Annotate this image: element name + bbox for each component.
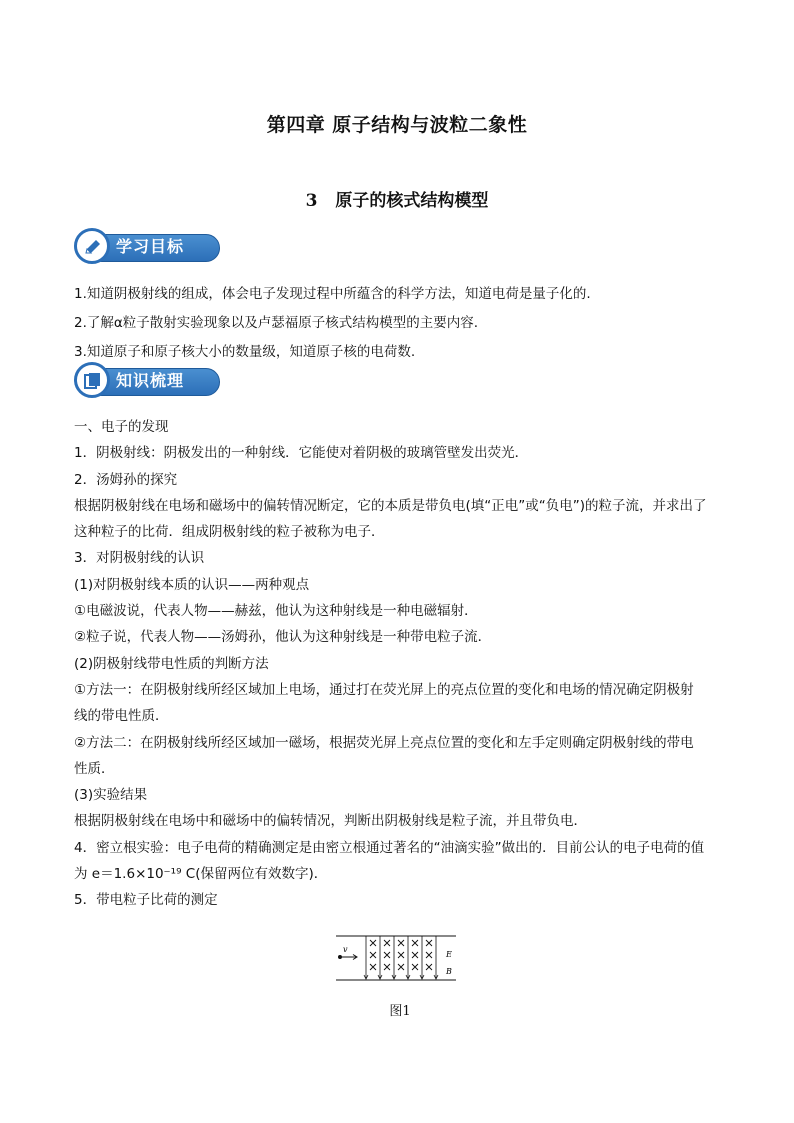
content-line: 2．汤姆孙的探究 (74, 471, 178, 488)
magnetic-field-label: B (446, 967, 452, 976)
documents-icon (74, 362, 110, 398)
content-line: (2)阴极射线带电性质的判断方法 (74, 655, 269, 672)
knowledge-content (74, 414, 724, 914)
content-line: ①电磁波说，代表人物——赫兹，他认为这种射线是一种电磁辐射． (74, 603, 478, 620)
goals-list (74, 280, 724, 367)
section-title (0, 186, 794, 211)
knowledge-banner (74, 362, 224, 402)
content-line: 3．对阴极射线的认识 (74, 550, 205, 567)
electric-field-label: E (446, 950, 452, 959)
content-line: 5．带电粒子比荷的测定 (74, 892, 218, 909)
content-line: (1)对阴极射线本质的认识——两种观点 (74, 576, 310, 593)
content-line: 根据阴极射线在电场和磁场中的偏转情况断定，它的本质是带负电(填“正电”或“负电”)的粒子流，并求出了 (74, 497, 707, 514)
goal-item: 3.知道原子和原子核大小的数量级，知道原子核的电荷数. (74, 344, 416, 360)
content-line: 一、电子的发现 (74, 419, 169, 435)
crossed-fields-figure (332, 930, 462, 986)
content-line: 这种粒子的比荷．组成阴极射线的粒子被称为电子． (74, 524, 385, 541)
magnetic-field-crosses (370, 940, 432, 970)
goals-banner-label: 学习目标 (116, 237, 185, 256)
content-line: 线的带电性质． (74, 708, 169, 725)
content-line: ②粒子说，代表人物——汤姆孙，他认为这种射线是一种带电粒子流． (74, 629, 492, 646)
goal-item: 2.了解α粒子散射实验现象以及卢瑟福原子核式结构模型的主要内容. (74, 315, 479, 331)
content-line: 性质． (74, 760, 115, 777)
velocity-label: v (343, 945, 348, 954)
particle (338, 955, 342, 959)
goals-banner (74, 228, 224, 268)
section-name: 原子的核式结构模型 (335, 191, 489, 211)
content-line: ①方法一：在阴极射线所经区域加上电场，通过打在荧光屏上的亮点位置的变化和电场的情况确定阴极射 (74, 681, 694, 698)
chapter-title: 第四章 原子结构与波粒二象性 (266, 114, 528, 136)
content-line: 为 e＝1.6×10⁻¹⁹ C(保留两位有效数字)． (74, 866, 328, 883)
content-line: 1．阴极射线：阴极发出的一种射线．它能使对着阴极的玻璃管壁发出荧光． (74, 445, 529, 462)
content-line: 根据阴极射线在电场中和磁场中的偏转情况，判断出阴极射线是粒子流，并且带负电． (74, 813, 587, 830)
pencil-icon (74, 228, 110, 264)
knowledge-banner-label: 知识梳理 (116, 371, 185, 390)
goal-item: 1.知道阴极射线的组成，体会电子发现过程中所蕴含的科学方法，知道电荷是量子化的. (74, 286, 591, 302)
figure-caption: 图1 (389, 1004, 411, 1019)
content-line: 4．密立根实验：电子电荷的精确测定是由密立根通过著名的“油滴实验”做出的．目前公认的电子电荷的值 (74, 839, 705, 856)
content-line: ②方法二：在阴极射线所经区域加一磁场，根据荧光屏上亮点位置的变化和左手定则确定阴极射线的带电 (74, 734, 694, 751)
content-line: (3)实验结果 (74, 787, 148, 804)
section-number: 3 (305, 191, 318, 211)
